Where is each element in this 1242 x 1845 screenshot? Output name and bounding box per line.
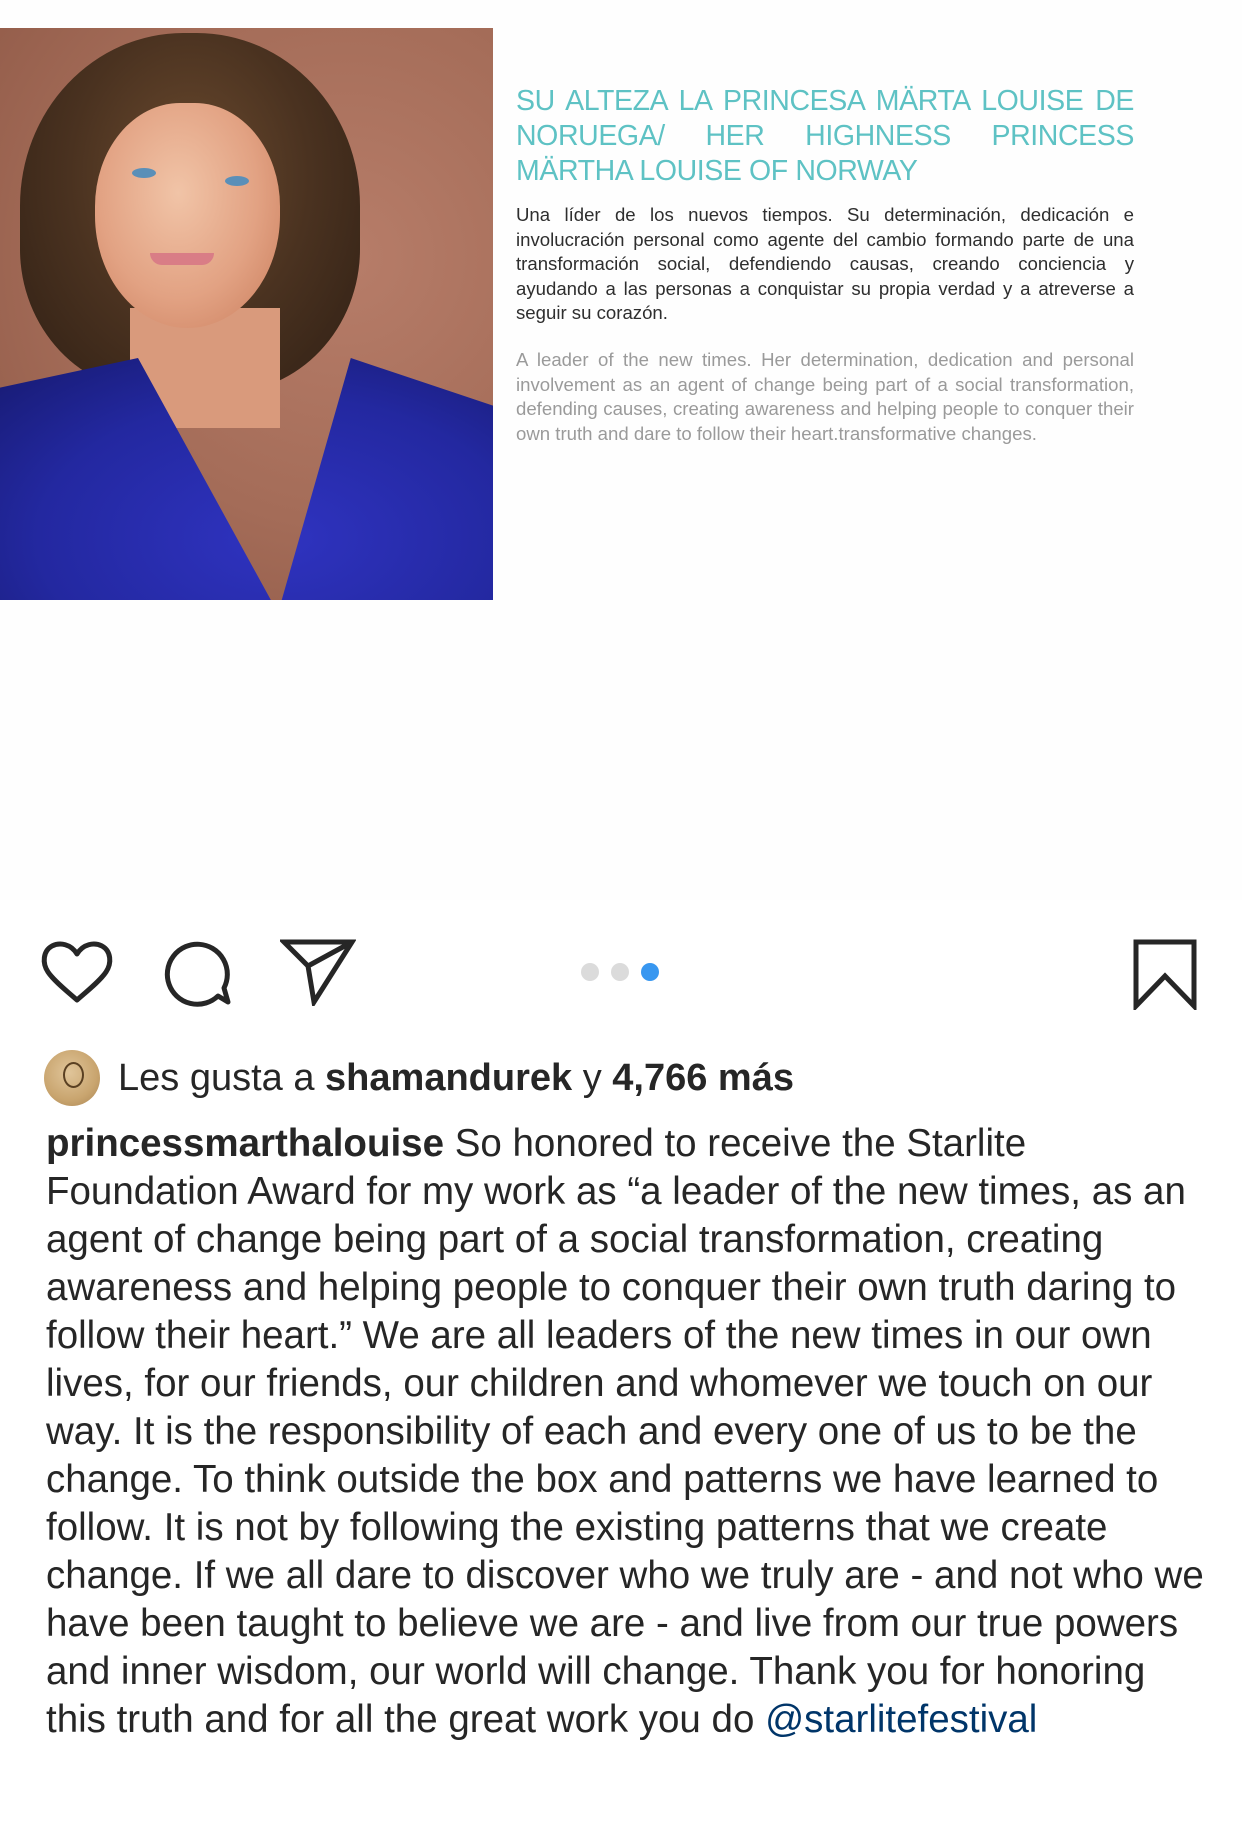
paper-plane-icon bbox=[280, 938, 356, 1006]
photo-lips bbox=[150, 253, 214, 265]
post-image-carousel[interactable] bbox=[0, 0, 1242, 900]
caption-text: So honored to receive the Starlite Foundation Award for my work as “a leader of the new times, as an agent of change being part of a social transformation, creating awareness and helping people to conquer their own truth daring to follow their heart.” We are all leaders of the new times in our own lives, for our friends, our children and whomever we touch on our way. It is the responsibility of each and every one of us to be the change. To think outside the box and patterns we have learned to follow. It is not by following the existing patterns that we create change. If we all dare to discover who we truly are - and not who we have been taught to believe we are - and live from our true powers and inner wisdom, our world will change. Thank you for honoring this truth and for all the great work you do bbox=[46, 1122, 1204, 1741]
heart-icon bbox=[40, 940, 114, 1004]
award-text-spanish: Una líder de los nuevos tiempos. Su determinación, dedicación e involucración personal como agente del cambio formando parte de una transformación social, defendiendo causas, creando conciencia y ayudando a las personas a conquistar su propia verdad y a atreverse a seguir su corazón. bbox=[516, 204, 1134, 324]
comment-bubble-icon bbox=[162, 938, 234, 1010]
carousel-dot-active bbox=[641, 963, 659, 981]
post-caption bbox=[46, 1120, 1206, 1744]
likes-prefix: Les gusta a bbox=[118, 1056, 315, 1099]
liker-avatar[interactable] bbox=[44, 1050, 100, 1106]
likes-joiner: y bbox=[582, 1056, 602, 1099]
award-info bbox=[516, 84, 1134, 446]
caption-username[interactable]: princessmarthalouise bbox=[46, 1122, 444, 1165]
carousel-dot bbox=[581, 963, 599, 981]
carousel-indicator bbox=[581, 963, 659, 981]
photo-face bbox=[95, 103, 280, 328]
save-button[interactable] bbox=[1132, 938, 1198, 1010]
portrait-photo bbox=[0, 28, 493, 600]
bookmark-icon bbox=[1132, 938, 1198, 1010]
likes-summary[interactable] bbox=[44, 1050, 794, 1106]
liker-username[interactable]: shamandurek bbox=[325, 1056, 573, 1099]
caption-mention-link[interactable]: @starlitefestival bbox=[765, 1698, 1038, 1741]
avatar-figure-icon bbox=[63, 1062, 84, 1088]
like-button[interactable] bbox=[40, 940, 114, 1004]
comment-button[interactable] bbox=[162, 938, 234, 1010]
award-text-english: A leader of the new times. Her determination, dedication and personal involvement as an agent of change being part of a social transformation, defending causes, creating awareness and helping people to conquer their own truth and dare to follow their heart.transformative changes. bbox=[516, 348, 1134, 444]
photo-eye bbox=[225, 176, 249, 186]
share-button[interactable] bbox=[280, 938, 356, 1006]
award-heading: SU ALTEZA LA PRINCESA MÄRTA LOUISE DE NORUEGA/ HER HIGHNESS PRINCESS MÄRTHA LOUISE OF NORWAY bbox=[516, 85, 1134, 187]
photo-eye bbox=[132, 168, 156, 178]
carousel-dot bbox=[611, 963, 629, 981]
likes-count[interactable]: 4,766 más bbox=[612, 1056, 794, 1099]
